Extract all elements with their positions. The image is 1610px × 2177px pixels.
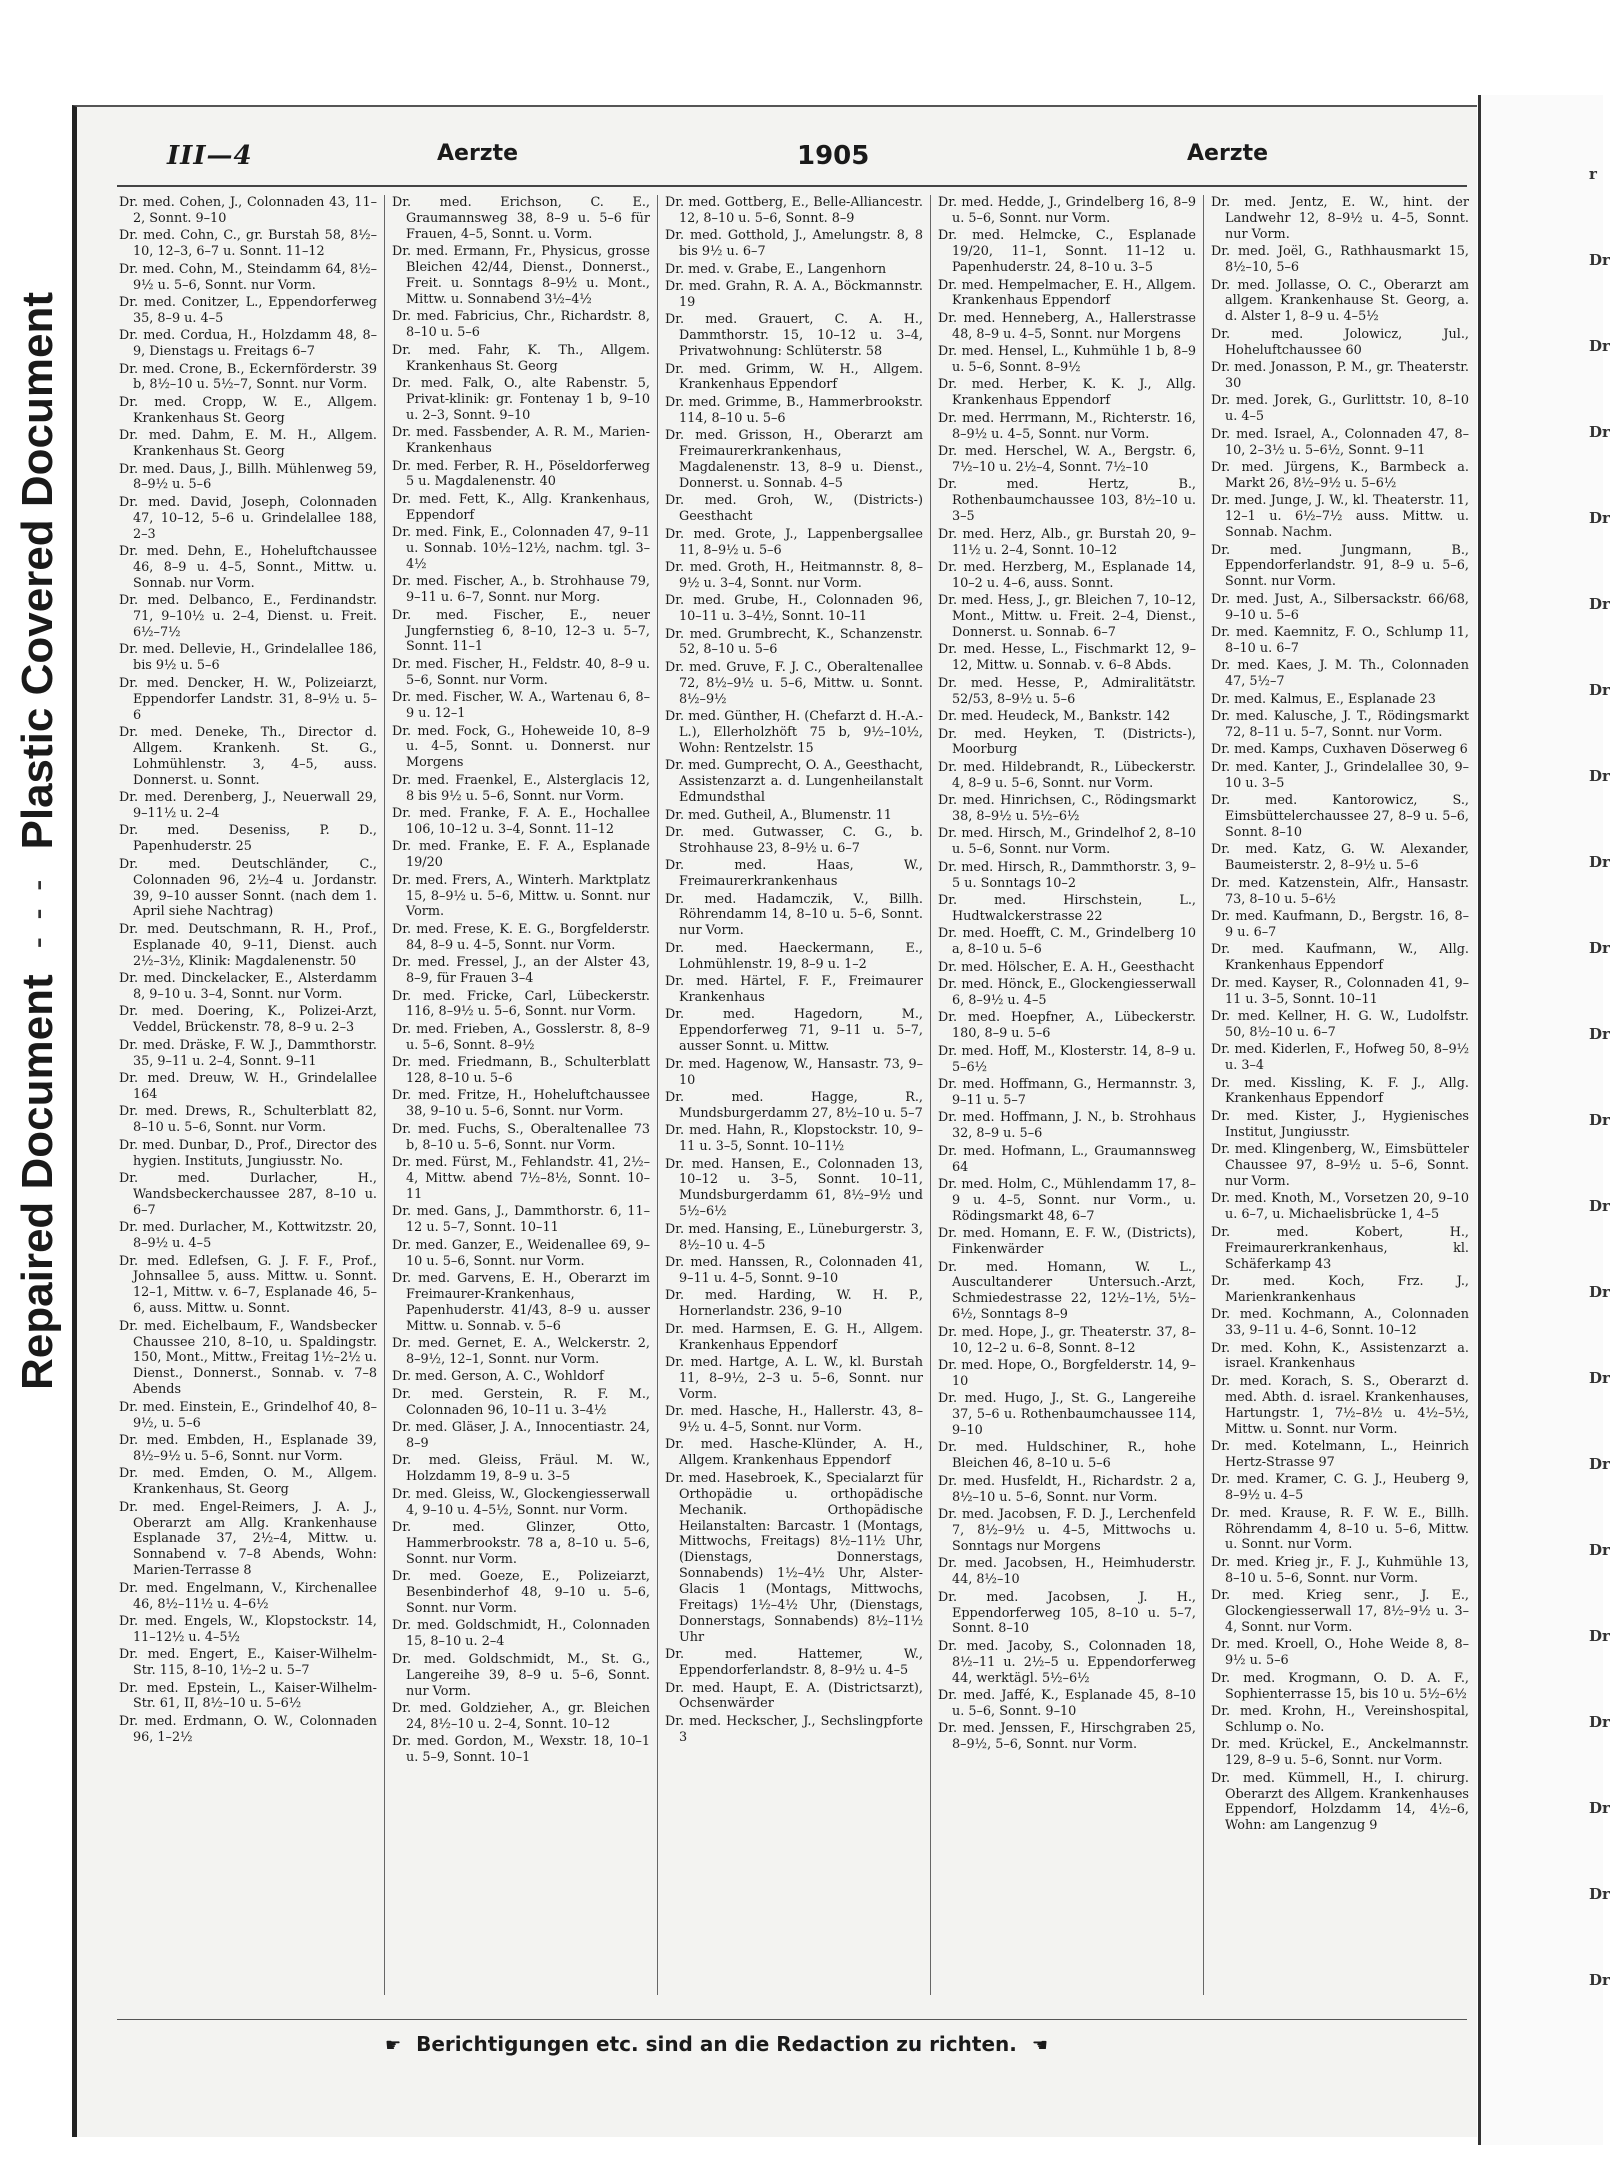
physician-entry: Dr. med. Daus, J., Billh. Mühlenweg 59, 8–9½ u. 5–6 — [119, 461, 377, 493]
physician-entry: Dr. med. Haeckermann, E., Lohmühlenstr. 19, 8–9 u. 1–2 — [665, 940, 923, 972]
physician-entry: Dr. med. Krückel, E., Anckelmannstr. 129, 8–9 u. 5–6, Sonnt. nur Vorm. — [1211, 1737, 1469, 1769]
physician-entry: Dr. med. Krause, R. F. W. E., Billh. Röhrendamm 4, 8–10 u. 5–6, Mittw. u. Sonnt. nur Vorm. — [1211, 1505, 1469, 1553]
physician-entry: Dr. med. Kramer, C. G. J., Heuberg 9, 8–9½ u. 4–5 — [1211, 1472, 1469, 1504]
physician-entry: Dr. med. Hempelmacher, E. H., Allgem. Krankenhaus Eppendorf — [938, 277, 1196, 309]
physician-entry: Dr. med. Gerson, A. C., Wohldorf — [392, 1369, 604, 1385]
physician-entry: Dr. med. Frers, A., Winterh. Marktplatz 15, 8–9½ u. 5–6, Mittw. u. Sonnt. nur Vorm. — [392, 872, 650, 920]
physician-entry: Dr. med. Fassbender, A. R. M., Marien-Krankenhaus — [392, 425, 650, 457]
physician-entry: Dr. med. Kobert, H., Freimaurerkrankenhaus, kl. Schäferkamp 43 — [1211, 1224, 1469, 1272]
physician-entry: Dr. med. Friedmann, B., Schulterblatt 128, 8–10 u. 5–6 — [392, 1055, 650, 1087]
directory-column — [1211, 195, 1469, 2015]
physician-entry: Dr. med. Henneberg, A., Hallerstrasse 48, 8–9 u. 4–5, Sonnt. nur Morgens — [938, 310, 1196, 342]
document-page — [72, 105, 1477, 2137]
physician-entry: Dr. med. Fürst, M., Fehlandstr. 41, 2½–4, Mittw. abend 7½–8½, Sonnt. 10–11 — [392, 1155, 650, 1202]
physician-entry: Dr. med. Haas, W., Freimaurerkrankenhaus — [665, 858, 923, 890]
physician-entry: Dr. med. Junge, J. W., kl. Theaterstr. 11, 12–1 u. 6½–7½ auss. Mittw. u. Sonnab. Nachm. — [1211, 493, 1469, 541]
physician-entry: Dr. med. Kellner, H. G. W., Ludolfstr. 50, 8½–10 u. 6–7 — [1211, 1008, 1469, 1040]
physician-entry: Dr. med. Gans, J., Dammthorstr. 6, 11–12 u. 5–7, Sonnt. 10–11 — [392, 1204, 650, 1236]
pointing-hand-icon: ☚ — [1031, 2035, 1048, 2056]
physician-entry: Dr. med. Hugo, J., St. G., Langereihe 37, 5–6 u. Rothenbaumchaussee 114, 9–10 — [938, 1391, 1196, 1439]
header-section-right: Aerzte — [1187, 141, 1269, 166]
physician-entry: Dr. med. Frese, K. E. G., Borgfelderstr. 84, 8–9 u. 4–5, Sonnt. nur Vorm. — [392, 921, 650, 953]
physician-entry: Dr. med. Embden, H., Esplanade 39, 8½–9½ u. 5–6, Sonnt. nur Vorm. — [119, 1432, 377, 1464]
physician-entry: Dr. med. Kümmell, H., I. chirurg. Oberarzt des Allgem. Krankenhauses Eppendorf, Holzdamm 14, 4½–6, Wohn: am Langenzug 9 — [1211, 1770, 1469, 1834]
physician-entry: Dr. med. Cordua, H., Holzdamm 48, 8–9, Dienstags u. Freitags 6–7 — [119, 328, 377, 360]
adjacent-page-fragment: Dr — [1589, 595, 1610, 613]
physician-entry: Dr. med. Hertz, B., Rothenbaumchaussee 103, 8½–10 u. 3–5 — [938, 477, 1196, 525]
physician-entry: Dr. med. Fraenkel, E., Alsterglacis 12, 8 bis 9½ u. 5–6, Sonnt. nur Vorm. — [392, 772, 650, 804]
physician-entry: Dr. med. Koch, Frz. J., Marienkrankenhaus — [1211, 1273, 1469, 1305]
physician-entry: Dr. med. Grote, J., Lappenbergsallee 11, 8–9½ u. 5–6 — [665, 526, 923, 558]
physician-entry: Dr. med. Hagge, R., Mundsburgerdamm 27, 8½–10 u. 5–7 — [665, 1089, 923, 1121]
adjacent-page-fragment: Dr — [1589, 939, 1610, 957]
physician-entry: Dr. med. Kaes, J. M. Th., Colonnaden 47, 5½–7 — [1211, 658, 1469, 690]
adjacent-page-fragment: Dr — [1589, 251, 1610, 269]
physician-entry: Dr. med. Hirschstein, L., Hudtwalckerstrasse 22 — [938, 893, 1196, 924]
physician-entry: Dr. med. Drews, R., Schulterblatt 82, 8–10 u. 5–6, Sonnt. nur Vorm. — [119, 1104, 377, 1136]
physician-entry: Dr. med. Krohn, H., Vereinshospital, Schlump o. No. — [1211, 1703, 1469, 1735]
physician-entry: Dr. med. Israel, A., Colonnaden 47, 8–10, 2–3½ u. 5–6½, Sonnt. 9–11 — [1211, 426, 1469, 458]
physician-entry: Dr. med. Hasebroek, K., Specialarzt für Orthopädie u. orthopädische Mechanik. Orthopädische Heilanstalten: Barcastr. 1 (Montags, Mittwochs, Freitags) 8½–11½ Uhr, (Dienstags, Donnerstags, Sonnabends) 1½–4½ Uhr, Alster-Glacis 1 (Montags, Mittwochs, Freitags) 1½–4½ Uhr, (Dienstags, Donnerstags, Sonnabends) 8½–11½ Uhr — [665, 1470, 923, 1645]
physician-entry: Dr. med. Fricke, Carl, Lübeckerstr. 116, 8–9½ u. 5–6, Sonnt. nur Vorm. — [392, 988, 650, 1020]
adjacent-page-fragment: Dr — [1589, 1713, 1610, 1731]
physician-entry: Dr. med. Durlacher, M., Kottwitzstr. 20, 8–9½ u. 4–5 — [119, 1220, 377, 1252]
physician-entry: Dr. med. Jentz, E. W., hint. der Landwehr 12, 8–9½ u. 4–5, Sonnt. nur Vorm. — [1211, 195, 1469, 242]
physician-entry: Dr. med. Joël, G., Rathhausmarkt 15, 8½–10, 5–6 — [1211, 244, 1469, 276]
physician-entry: Dr. med. Crone, B., Eckernförderstr. 39 b, 8½–10 u. 5½–7, Sonnt. nur Vorm. — [119, 361, 377, 393]
physician-entry: Dr. med. Hoff, M., Klosterstr. 14, 8–9 u. 5–6½ — [938, 1043, 1196, 1075]
physician-entry: Dr. med. Kister, J., Hygienisches Institut, Jungiusstr. — [1211, 1108, 1469, 1140]
adjacent-page-fragment: Dr — [1589, 1455, 1610, 1473]
adjacent-page-fragment: Dr — [1589, 509, 1610, 527]
physician-entry: Dr. med. Hartge, A. L. W., kl. Burstah 11, 8–9½, 2–3 u. 5–6, Sonnt. nur Vorm. — [665, 1354, 923, 1402]
physician-entry: Dr. med. Grimme, B., Hammerbrookstr. 114, 8–10 u. 5–6 — [665, 394, 923, 426]
physician-entry: Dr. med. Fischer, A., b. Strohhause 79, 9–11 u. 6–7, Sonnt. nur Morg. — [392, 574, 650, 606]
directory-column — [392, 195, 650, 2015]
physician-entry: Dr. med. Falk, O., alte Rabenstr. 5, Privat-klinik: gr. Fontenay 1 b, 9–10 u. 2–3, Sonnt. 9–10 — [392, 375, 650, 423]
physician-entry: Dr. med. Engel-Reimers, J. A. J., Oberarzt am Allg. Krankenhause Esplanade 37, 2½–4, Mittw. u. Sonnabend v. 7–8 Abends, Wohn: Marien-Terrasse 8 — [119, 1499, 377, 1579]
directory-column — [119, 195, 377, 2015]
physician-entry: Dr. med. Fritze, H., Hoheluftchaussee 38, 9–10 u. 5–6, Sonnt. nur Vorm. — [392, 1088, 650, 1120]
physician-entry: Dr. med. Gotthold, J., Amelungstr. 8, 8 bis 9½ u. 6–7 — [665, 228, 923, 260]
physician-entry: Dr. med. Derenberg, J., Neuerwall 29, 9–11½ u. 2–4 — [119, 790, 377, 822]
physician-entry: Dr. med. Grimm, W. H., Allgem. Krankenhaus Eppendorf — [665, 361, 923, 393]
physician-entry: Dr. med. Herz, Alb., gr. Burstah 20, 9–11½ u. 2–4, Sonnt. 10–12 — [938, 526, 1196, 558]
physician-entry: Dr. med. Jonasson, P. M., gr. Theaterstr. 30 — [1211, 360, 1469, 391]
physician-entry: Dr. med. Jaffé, K., Esplanade 45, 8–10 u. 5–6, Sonnt. 9–10 — [938, 1688, 1196, 1719]
physician-entry: Dr. med. Engels, W., Klopstockstr. 14, 11–12½ u. 4–5½ — [119, 1613, 377, 1645]
physician-entry: Dr. med. David, Joseph, Colonnaden 47, 10–12, 5–6 u. Grindelallee 188, 2–3 — [119, 494, 377, 542]
physician-entry: Dr. med. Hoffmann, G., Hermannstr. 3, 9–11 u. 5–7 — [938, 1077, 1196, 1108]
physician-entry: Dr. med. Kamps, Cuxhaven Döserweg 6 — [1211, 742, 1468, 758]
physician-entry: Dr. med. Härtel, F. F., Freimaurer Krankenhaus — [665, 974, 923, 1005]
physician-entry: Dr. med. Kissling, K. F. J., Allg. Krankenhaus Eppendorf — [1211, 1075, 1469, 1107]
physician-entry: Dr. med. Hagenow, W., Hansastr. 73, 9–10 — [665, 1056, 923, 1088]
physician-entry: Dr. med. Deutschländer, C., Colonnaden 96, 2½–4 u. Jordanstr. 39, 9–10 ausser Sonnt. (nach dem 1. April siehe Nachtrag) — [119, 856, 377, 920]
header-rule — [117, 185, 1467, 187]
physician-entry: Dr. med. Holm, C., Mühlendamm 17, 8–9 u. 4–5, Sonnt. nur Vorm., u. Rödingsmarkt 48, 6–7 — [938, 1176, 1196, 1224]
physician-entry: Dr. med. Hansen, E., Colonnaden 13, 10–12 u. 3–5, Sonnt. 10–11, Mundsburgerdamm 61, 8½–9½ und 5½–6½ — [665, 1156, 923, 1220]
physician-entry: Dr. med. Fett, K., Allg. Krankenhaus, Eppendorf — [392, 491, 650, 523]
physician-entry: Dr. med. Jorek, G., Gurlittstr. 10, 8–10 u. 4–5 — [1211, 393, 1469, 425]
physician-entry: Dr. med. Jungmann, B., Eppendorferlandstr. 91, 8–9 u. 5–6, Sonnt. nur Vorm. — [1211, 542, 1469, 590]
physician-entry: Dr. med. Grisson, H., Oberarzt am Freimaurerkrankenhaus, Magdalenenstr. 13, 8–9 u. Dienst., Donnerst. u. Sonnab. 4–5 — [665, 428, 923, 491]
adjacent-page-fragment: Dr — [1589, 1025, 1610, 1043]
physician-entry: Dr. med. Kaemnitz, F. O., Schlump 11, 8–10 u. 6–7 — [1211, 625, 1469, 656]
physician-entry: Dr. med. Eichelbaum, F., Wandsbecker Chaussee 210, 8–10, u. Spaldingstr. 150, Mont., Mittw., Freitag 1½–2½ u. Dienst., Donnerst., Sonnab. v. 7–8 Abends — [119, 1318, 377, 1398]
physician-entry: Dr. med. Fuchs, S., Oberaltenallee 73 b, 8–10 u. 5–6, Sonnt. nur Vorm. — [392, 1121, 650, 1153]
physician-entry: Dr. med. Franke, F. A. E., Hochallee 106, 10–12 u. 3–4, Sonnt. 11–12 — [392, 806, 650, 837]
physician-entry: Dr. med. Dellevie, H., Grindelallee 186, bis 9½ u. 5–6 — [119, 642, 377, 674]
physician-entry: Dr. med. Gumprecht, O. A., Geesthacht, Assistenzarzt a. d. Lungenheilanstalt Edmundsthal — [665, 758, 923, 806]
directory-column — [665, 195, 923, 2015]
physician-entry: Dr. med. Garvens, E. H., Oberarzt im Freimaurer-Krankenhaus, Papenhuderstr. 41/43, 8–9 u. ausser Mittw. u. Sonnab. v. 5–6 — [392, 1270, 650, 1334]
physician-entry: Dr. med. Kanter, J., Grindelallee 30, 9–10 u. 3–5 — [1211, 759, 1469, 791]
physician-entry: Dr. med. Dahm, E. M. H., Allgem. Krankenhaus St. Georg — [119, 428, 377, 460]
physician-entry: Dr. med. Herschel, W. A., Bergstr. 6, 7½–10 u. 2½–4, Sonnt. 7½–10 — [938, 444, 1196, 475]
physician-entry: Dr. med. Ganzer, E., Weidenallee 69, 9–10 u. 5–6, Sonnt. nur Vorm. — [392, 1237, 650, 1269]
page-number: III—4 — [167, 141, 253, 171]
physician-entry: Dr. med. Hasche-Klünder, A. H., Allgem. Krankenhaus Eppendorf — [665, 1437, 923, 1469]
physician-entry: Dr. med. Epstein, L., Kaiser-Wilhelm-Str. 61, II, 8½–10 u. 5–6½ — [119, 1680, 377, 1712]
physician-entry: Dr. med. Hildebrandt, R., Lübeckerstr. 4, 8–9 u. 5–6, Sonnt. nur Vorm. — [938, 759, 1196, 791]
physician-entry: Dr. med. Grumbrecht, K., Schanzenstr. 52, 8–10 u. 5–6 — [665, 626, 923, 658]
column-rule — [1203, 195, 1204, 1995]
physician-entry: Dr. med. Cohn, M., Steindamm 64, 8½–9½ u. 5–6, Sonnt. nur Vorm. — [119, 261, 377, 293]
physician-entry: Dr. med. Hanssen, R., Colonnaden 41, 9–11 u. 4–5, Sonnt. 9–10 — [665, 1255, 923, 1286]
physician-entry: Dr. med. Hofmann, L., Graumannsweg 64 — [938, 1143, 1196, 1175]
physician-entry: Dr. med. Doering, K., Polizei-Arzt, Veddel, Brückenstr. 78, 8–9 u. 2–3 — [119, 1004, 377, 1036]
physician-entry: Dr. med. Krieg jr., F. J., Kuhmühle 13, 8–10 u. 5–6, Sonnt. nur Vorm. — [1211, 1554, 1469, 1586]
physician-entry: Dr. med. Jürgens, K., Barmbeck a. Markt 26, 8½–9½ u. 5–6½ — [1211, 460, 1469, 491]
physician-entry: Dr. med. Edlefsen, G. J. F. F., Prof., Johnsallee 5, auss. Mittw. u. Sonnt. 12–1, Mittw. v. 6–7, Esplanade 46, 5–6, auss. Mittw. u. Sonnt. — [119, 1253, 377, 1317]
physician-entry: Dr. med. Hinrichsen, C., Rödingsmarkt 38, 8–9½ u. 5½–6½ — [938, 793, 1196, 825]
physician-entry: Dr. med. Krogmann, O. D. A. F., Sophienterrasse 15, bis 10 u. 5½–6½ — [1211, 1670, 1469, 1702]
physician-entry: Dr. med. Heckscher, J., Sechslingpforte 3 — [665, 1713, 923, 1745]
physician-entry: Dr. med. Harmsen, E. G. H., Allgem. Krankenhaus Eppendorf — [665, 1321, 923, 1353]
physician-entry: Dr. med. Gleiss, W., Glockengiesserwall 4, 9–10 u. 4–5½, Sonnt. nur Vorm. — [392, 1486, 650, 1518]
physician-entry: Dr. med. Ermann, Fr., Physicus, grosse Bleichen 42/44, Dienst., Donnerst., Freit. u. Sonntags 8–9½ u. Mont., Mittw. u. Sonnabend 3½–4½ — [392, 244, 650, 307]
physician-entry: Dr. med. Hasche, H., Hallerstr. 43, 8–9½ u. 4–5, Sonnt. nur Vorm. — [665, 1404, 923, 1436]
physician-entry: Dr. med. v. Grabe, E., Langenhorn — [665, 261, 887, 277]
physician-entry: Dr. med. Kantorowicz, S., Eimsbüttelerchaussee 27, 8–9 u. 5–6, Sonnt. 8–10 — [1211, 793, 1469, 840]
page-header — [157, 141, 1497, 181]
adjacent-page-fragment: Dr — [1589, 1197, 1610, 1215]
directory-column — [938, 195, 1196, 2015]
physician-entry: Dr. med. Hadamczik, V., Billh. Röhrendamm 14, 8–10 u. 5–6, Sonnt. nur Vorm. — [665, 891, 923, 939]
archive-stamp — [0, 0, 70, 1400]
adjacent-page-fragment: r — [1589, 165, 1597, 183]
physician-entry: Dr. med. Durlacher, H., Wandsbeckerchaussee 287, 8–10 u. 6–7 — [119, 1170, 377, 1218]
physician-entry: Dr. med. Jacobsen, J. H., Eppendorferweg 105, 8–10 u. 5–7, Sonnt. 8–10 — [938, 1589, 1196, 1637]
physician-entry: Dr. med. Fock, G., Hoheweide 10, 8–9 u. 4–5, Sonnt. u. Donnerst. nur Morgens — [392, 723, 650, 771]
adjacent-page-fragment: Dr — [1589, 1627, 1610, 1645]
physician-entry: Dr. med. Emden, O. M., Allgem. Krankenhaus, St. Georg — [119, 1466, 377, 1498]
footer-notice: Berichtigungen etc. sind an die Redaction zu richten. — [416, 2032, 1017, 2056]
adjacent-page-fragment: Dr — [1589, 423, 1610, 441]
adjacent-page-fragment: Dr — [1589, 853, 1610, 871]
physician-entry: Dr. med. Kroell, O., Hohe Weide 8, 8–9½ u. 5–6 — [1211, 1637, 1469, 1669]
physician-entry: Dr. med. Jolowicz, Jul., Hoheluftchaussee 60 — [1211, 326, 1469, 358]
physician-entry: Dr. med. Deseniss, P. D., Papenhuderstr. 25 — [119, 823, 377, 855]
physician-entry: Dr. med. Herber, K. K. J., Allg. Krankenhaus Eppendorf — [938, 377, 1196, 409]
physician-entry: Dr. med. Krieg senr., J. E., Glockengiesserwall 17, 8½–9½ u. 3–4, Sonnt. nur Vorm. — [1211, 1588, 1469, 1635]
physician-entry: Dr. med. Groth, H., Heitmannstr. 8, 8–9½ u. 3–4, Sonnt. nur Vorm. — [665, 559, 923, 591]
physician-entry: Dr. med. Herzberg, M., Esplanade 14, 10–2 u. 4–6, auss. Sonnt. — [938, 559, 1196, 591]
physician-entry: Dr. med. Korach, S. S., Oberarzt d. med. Abth. d. israel. Krankenhauses, Hartungstr. 1, 7½–8½ u. 4½–5½, Mittw. u. Sonnt. nur Vorm. — [1211, 1373, 1469, 1437]
physician-entry: Dr. med. Gutwasser, C. G., b. Strohhause 23, 8–9½ u. 6–7 — [665, 824, 923, 856]
header-year: 1905 — [797, 141, 870, 171]
physician-entry: Dr. med. Gleiss, Fräul. M. W., Holzdamm 19, 8–9 u. 3–5 — [392, 1453, 650, 1485]
physician-entry: Dr. med. Hope, J., gr. Theaterstr. 37, 8–10, 12–2 u. 6–8, Sonnt. 8–12 — [938, 1324, 1196, 1356]
physician-entry: Dr. med. Grauert, C. A. H., Dammthorstr. 15, 10–12 u. 3–4, Privatwohnung: Schlüterstr. 58 — [665, 312, 923, 360]
physician-entry: Dr. med. Hoepfner, A., Lübeckerstr. 180, 8–9 u. 5–6 — [938, 1010, 1196, 1042]
physician-entry: Dr. med. Harding, W. H. P., Hornerlandstr. 236, 9–10 — [665, 1288, 923, 1320]
physician-entry: Dr. med. Engert, E., Kaiser-Wilhelm-Str. 115, 8–10, 1½–2 u. 5–7 — [119, 1647, 377, 1679]
physician-entry: Dr. med. Cohen, J., Colonnaden 43, 11–2, Sonnt. 9–10 — [119, 195, 377, 226]
physician-entry: Dr. med. Goldschmidt, M., St. G., Langereihe 39, 8–9 u. 5–6, Sonnt. nur Vorm. — [392, 1651, 650, 1699]
column-rule — [930, 195, 931, 1995]
physician-entry: Dr. med. Erichson, C. E., Graumannsweg 38, 8–9 u. 5–6 für Frauen, 4–5, Sonnt. u. Vorm. — [392, 195, 650, 242]
physician-entry: Dr. med. Homann, W. L., Auscultanderer Untersuch.-Arzt, Schmiedestrasse 22, 12½–1½, 5½–6½, Sonntags 8–9 — [938, 1259, 1196, 1323]
adjacent-page-fragment: Dr — [1589, 1369, 1610, 1387]
physician-entry: Dr. med. Hansing, E., Lüneburgerstr. 3, 8½–10 u. 4–5 — [665, 1221, 923, 1253]
physician-entry: Dr. med. Hesse, L., Fischmarkt 12, 9–12, Mittw. u. Sonnab. v. 6–8 Abds. — [938, 642, 1196, 674]
column-rule — [657, 195, 658, 1995]
physician-entry: Dr. med. Delbanco, E., Ferdinandstr. 71, 9–10½ u. 2–4, Dienst. u. Freit. 6½–7½ — [119, 593, 377, 641]
physician-entry: Dr. med. Dunbar, D., Prof., Director des hygien. Instituts, Jungiusstr. No. — [119, 1137, 377, 1169]
physician-entry: Dr. med. Fabricius, Chr., Richardstr. 8, 8–10 u. 5–6 — [392, 309, 650, 341]
adjacent-page-fragment: Dr — [1589, 1799, 1610, 1817]
physician-entry: Dr. med. Hoffmann, J. N., b. Strohhaus 32, 8–9 u. 5–6 — [938, 1110, 1196, 1142]
physician-entry: Dr. med. Günther, H. (Chefarzt d. H.-A.-L.), Ellerholzhöft 75 b, 9½–10½, Wohn: Rentzelstr. 15 — [665, 709, 923, 756]
physician-entry: Dr. med. Heudeck, M., Bankstr. 142 — [938, 709, 1171, 725]
physician-entry: Dr. med. Just, A., Silbersackstr. 66/68, 9–10 u. 5–6 — [1211, 591, 1469, 623]
physician-entry: Dr. med. Jacobsen, H., Heimhuderstr. 44, 8½–10 — [938, 1556, 1196, 1588]
physician-entry: Dr. med. Kalusche, J. T., Rödingsmarkt 72, 8–11 u. 5–7, Sonnt. nur Vorm. — [1211, 709, 1469, 740]
stamp-repaired: Repaired Document — [13, 974, 62, 1390]
adjacent-page-fragment: Dr — [1589, 1541, 1610, 1559]
physician-entry: Dr. med. Gernet, E. A., Welckerstr. 2, 8–9½, 12–1, Sonnt. nur Vorm. — [392, 1336, 650, 1367]
directory-columns — [119, 195, 1469, 2015]
physician-entry: Dr. med. Kaufmann, D., Bergstr. 16, 8–9 u. 6–7 — [1211, 908, 1469, 940]
physician-entry: Dr. med. Katzenstein, Alfr., Hansastr. 73, 8–10 u. 5–6½ — [1211, 875, 1469, 907]
physician-entry: Dr. med. Grube, H., Colonnaden 96, 10–11 u. 3–4½, Sonnt. 10–11 — [665, 593, 923, 625]
physician-entry: Dr. med. Hesse, P., Admiralitätstr. 52/53, 8–9½ u. 5–6 — [938, 675, 1196, 707]
physician-entry: Dr. med. Heyken, T. (Districts-), Moorburg — [938, 726, 1196, 758]
physician-entry: Dr. med. Dehn, E., Hoheluftchaussee 46, 8–9 u. 4–5, Sonnt., Mittw. u. Sonnab. nur Vorm. — [119, 544, 377, 591]
physician-entry: Dr. med. Hölscher, E. A. H., Geesthacht — [938, 959, 1195, 975]
archive-stamp-text — [8, 0, 68, 1390]
physician-entry: Dr. med. Gerstein, R. F. M., Colonnaden 96, 10–11 u. 3–4½ — [392, 1386, 650, 1418]
physician-entry: Dr. med. Fahr, K. Th., Allgem. Krankenhaus St. Georg — [392, 342, 650, 374]
physician-entry: Dr. med. Conitzer, L., Eppendorferweg 35, 8–9 u. 4–5 — [119, 294, 377, 326]
physician-entry: Dr. med. Dinckelacker, E., Alsterdamm 8, 9–10 u. 3–4, Sonnt. nur Vorm. — [119, 971, 377, 1002]
physician-entry: Dr. med. Helmcke, C., Esplanade 19/20, 11–1, Sonnt. 11–12 u. Papenhuderstr. 24, 8–10 u. 3–5 — [938, 228, 1196, 276]
physician-entry: Dr. med. Erdmann, O. W., Colonnaden 96, 1–2½ — [119, 1713, 377, 1745]
physician-entry: Dr. med. Cohn, C., gr. Burstah 58, 8½–10, 12–3, 6–7 u. Sonnt. 11–12 — [119, 228, 377, 260]
physician-entry: Dr. med. Hedde, J., Grindelberg 16, 8–9 u. 5–6, Sonnt. nur Vorm. — [938, 195, 1196, 226]
physician-entry: Dr. med. Kalmus, E., Esplanade 23 — [1211, 691, 1436, 707]
physician-entry: Dr. med. Hensel, L., Kuhmühle 1 b, 8–9 u. 5–6, Sonnt. 8–9½ — [938, 344, 1196, 376]
physician-entry: Dr. med. Dencker, H. W., Polizeiarzt, Eppendorfer Landstr. 31, 8–9½ u. 5–6 — [119, 675, 377, 723]
adjacent-page-fragment: Dr — [1589, 1885, 1610, 1903]
physician-entry: Dr. med. Kochmann, A., Colonnaden 33, 9–11 u. 4–6, Sonnt. 10–12 — [1211, 1307, 1469, 1339]
physician-entry: Dr. med. Goeze, E., Polizeiarzt, Besenbinderhof 48, 9–10 u. 5–6, Sonnt. nur Vorm. — [392, 1569, 650, 1617]
physician-entry: Dr. med. Kiderlen, F., Hofweg 50, 8–9½ u. 3–4 — [1211, 1042, 1469, 1074]
physician-entry: Dr. med. Hahn, R., Klopstockstr. 10, 9–11 u. 3–5, Sonnt. 10–11½ — [665, 1123, 923, 1155]
physician-entry: Dr. med. Kayser, R., Colonnaden 41, 9–11 u. 3–5, Sonnt. 10–11 — [1211, 975, 1469, 1007]
stamp-plastic: Plastic Covered Document — [13, 292, 62, 850]
stamp-separator: - - - — [19, 875, 57, 949]
physician-entry: Dr. med. Haupt, E. A. (Districtsarzt), Ochsenwärder — [665, 1680, 923, 1712]
physician-entry: Dr. med. Fink, E., Colonnaden 47, 9–11 u. Sonnab. 10½–12½, nachm. tgl. 3–4½ — [392, 525, 650, 572]
physician-entry: Dr. med. Deneke, Th., Director d. Allgem. Krankenh. St. G., Lohmühlenstr. 3, 4–5, auss. Donnerst. u. Sonnt. — [119, 725, 377, 788]
adjacent-page-fragment: Dr — [1589, 767, 1610, 785]
adjacent-page-fragment: Dr — [1589, 1111, 1610, 1129]
physician-entry: Dr. med. Jollasse, O. C., Oberarzt am allgem. Krankenhause St. Georg, a. d. Alster 1, 8–9 u. 4–5½ — [1211, 277, 1469, 325]
page-footer — [377, 2032, 1177, 2056]
physician-entry: Dr. med. Katz, G. W. Alexander, Baumeisterstr. 2, 8–9½ u. 5–6 — [1211, 842, 1469, 874]
physician-entry: Dr. med. Hess, J., gr. Bleichen 7, 10–12, Mont., Mittw. u. Freit. 2–4, Dienst., Donnerst. u. Sonnab. 6–7 — [938, 593, 1196, 641]
physician-entry: Dr. med. Goldzieher, A., gr. Bleichen 24, 8½–10 u. 2–4, Sonnt. 10–12 — [392, 1700, 650, 1732]
physician-entry: Dr. med. Huldschiner, R., hohe Bleichen 46, 8–10 u. 5–6 — [938, 1440, 1196, 1472]
physician-entry: Dr. med. Franke, E. F. A., Esplanade 19/20 — [392, 839, 650, 871]
physician-entry: Dr. med. Jacobsen, F. D. J., Lerchenfeld 7, 8½–9½ u. 4–5, Mittwochs u. Sonntags nur Morgens — [938, 1507, 1196, 1554]
physician-entry: Dr. med. Klingenberg, W., Eimsbütteler Chaussee 97, 8–9½ u. 5–6, Sonnt. nur Vorm. — [1211, 1142, 1469, 1189]
physician-entry: Dr. med. Gutheil, A., Blumenstr. 11 — [665, 807, 892, 823]
physician-entry: Dr. med. Fischer, W. A., Wartenau 6, 8–9 u. 12–1 — [392, 690, 650, 722]
physician-entry: Dr. med. Frieben, A., Gosslerstr. 8, 8–9 u. 5–6, Sonnt. 8–9½ — [392, 1021, 650, 1053]
physician-entry: Dr. med. Kohn, K., Assistenzarzt a. israel. Krankenhaus — [1211, 1340, 1469, 1372]
physician-entry: Dr. med. Knoth, M., Vorsetzen 20, 9–10 u. 6–7, u. Michaelisbrücke 1, 4–5 — [1211, 1191, 1469, 1223]
physician-entry: Dr. med. Hönck, E., Glockengiesserwall 6, 8–9½ u. 4–5 — [938, 977, 1196, 1008]
adjacent-page-fragment: Dr — [1589, 1283, 1610, 1301]
physician-entry: Dr. med. Hope, O., Borgfelderstr. 14, 9–10 — [938, 1357, 1196, 1389]
physician-entry: Dr. med. Glinzer, Otto, Hammerbrookstr. 78 a, 8–10 u. 5–6, Sonnt. nur Vorm. — [392, 1520, 650, 1567]
physician-entry: Dr. med. Gottberg, E., Belle-Alliancestr. 12, 8–10 u. 5–6, Sonnt. 8–9 — [665, 195, 923, 226]
physician-entry: Dr. med. Gordon, M., Wexstr. 18, 10–1 u. 5–9, Sonnt. 10–1 — [392, 1734, 650, 1766]
physician-entry: Dr. med. Hattemer, W., Eppendorferlandstr. 8, 8–9½ u. 4–5 — [665, 1647, 923, 1679]
physician-entry: Dr. med. Goldschmidt, H., Colonnaden 15, 8–10 u. 2–4 — [392, 1618, 650, 1650]
physician-entry: Dr. med. Jenssen, F., Hirschgraben 25, 8–9½, 5–6, Sonnt. nur Vorm. — [938, 1721, 1196, 1753]
physician-entry: Dr. med. Einstein, E., Grindelhof 40, 8–9½, u. 5–6 — [119, 1399, 377, 1431]
physician-entry: Dr. med. Gläser, J. A., Innocentiastr. 24, 8–9 — [392, 1420, 650, 1451]
adjacent-page-edge — [1478, 95, 1610, 2145]
physician-entry: Dr. med. Kotelmann, L., Heinrich Hertz-Strasse 97 — [1211, 1438, 1469, 1470]
physician-entry: Dr. med. Groh, W., (Districts-) Geesthacht — [665, 493, 923, 525]
physician-entry: Dr. med. Husfeldt, H., Richardstr. 2 a, 8½–10 u. 5–6, Sonnt. nur Vorm. — [938, 1473, 1196, 1505]
pointing-hand-icon: ☛ — [385, 2035, 402, 2056]
physician-entry: Dr. med. Dräske, F. W. J., Dammthorstr. 35, 9–11 u. 2–4, Sonnt. 9–11 — [119, 1037, 377, 1069]
adjacent-page-fragment: Dr — [1589, 681, 1610, 699]
physician-entry: Dr. med. Homann, E. F. W., (Districts), Finkenwärder — [938, 1226, 1196, 1258]
physician-entry: Dr. med. Cropp, W. E., Allgem. Krankenhaus St. Georg — [119, 394, 377, 426]
physician-entry: Dr. med. Kaufmann, W., Allg. Krankenhaus Eppendorf — [1211, 942, 1469, 974]
physician-entry: Dr. med. Grahn, R. A. A., Böckmannstr. 19 — [665, 279, 923, 310]
physician-entry: Dr. med. Hoefft, C. M., Grindelberg 10 a, 8–10 u. 5–6 — [938, 926, 1196, 958]
physician-entry: Dr. med. Hirsch, R., Dammthorstr. 3, 9–5 u. Sonntags 10–2 — [938, 859, 1196, 891]
physician-entry: Dr. med. Ferber, R. H., Pöseldorferweg 5 u. Magdalenenstr. 40 — [392, 458, 650, 490]
physician-entry: Dr. med. Engelmann, V., Kirchenallee 46, 8½–11½ u. 4–6½ — [119, 1580, 377, 1612]
physician-entry: Dr. med. Fischer, E., neuer Jungfernstieg 6, 8–10, 12–3 u. 5–7, Sonnt. 11–1 — [392, 607, 650, 655]
physician-entry: Dr. med. Deutschmann, R. H., Prof., Esplanade 40, 9–11, Dienst. auch 2½–3½, Klinik: Magdalenenstr. 50 — [119, 921, 377, 969]
physician-entry: Dr. med. Hirsch, M., Grindelhof 2, 8–10 u. 5–6, Sonnt. nur Vorm. — [938, 826, 1196, 858]
physician-entry: Dr. med. Hagedorn, M., Eppendorferweg 71, 9–11 u. 5–7, ausser Sonnt. u. Mittw. — [665, 1007, 923, 1055]
adjacent-page-fragment: Dr — [1589, 337, 1610, 355]
adjacent-page-fragment: Dr — [1589, 1971, 1610, 1989]
physician-entry: Dr. med. Gruve, F. J. C., Oberaltenallee 72, 8½–9½ u. 5–6, Mittw. u. Sonnt. 8½–9½ — [665, 659, 923, 707]
physician-entry: Dr. med. Dreuw, W. H., Grindelallee 164 — [119, 1071, 377, 1102]
column-rule — [384, 195, 385, 1995]
physician-entry: Dr. med. Herrmann, M., Richterstr. 16, 8–9½ u. 4–5, Sonnt. nur Vorm. — [938, 410, 1196, 442]
physician-entry: Dr. med. Jacoby, S., Colonnaden 18, 8½–11 u. 2½–5 u. Eppendorferweg 44, werktägl. 5½–6½ — [938, 1638, 1196, 1686]
header-section-left: Aerzte — [437, 141, 519, 166]
physician-entry: Dr. med. Fischer, H., Feldstr. 40, 8–9 u. 5–6, Sonnt. nur Vorm. — [392, 656, 650, 688]
footer-rule — [117, 2019, 1467, 2020]
physician-entry: Dr. med. Fressel, J., an der Alster 43, 8–9, für Frauen 3–4 — [392, 955, 650, 987]
